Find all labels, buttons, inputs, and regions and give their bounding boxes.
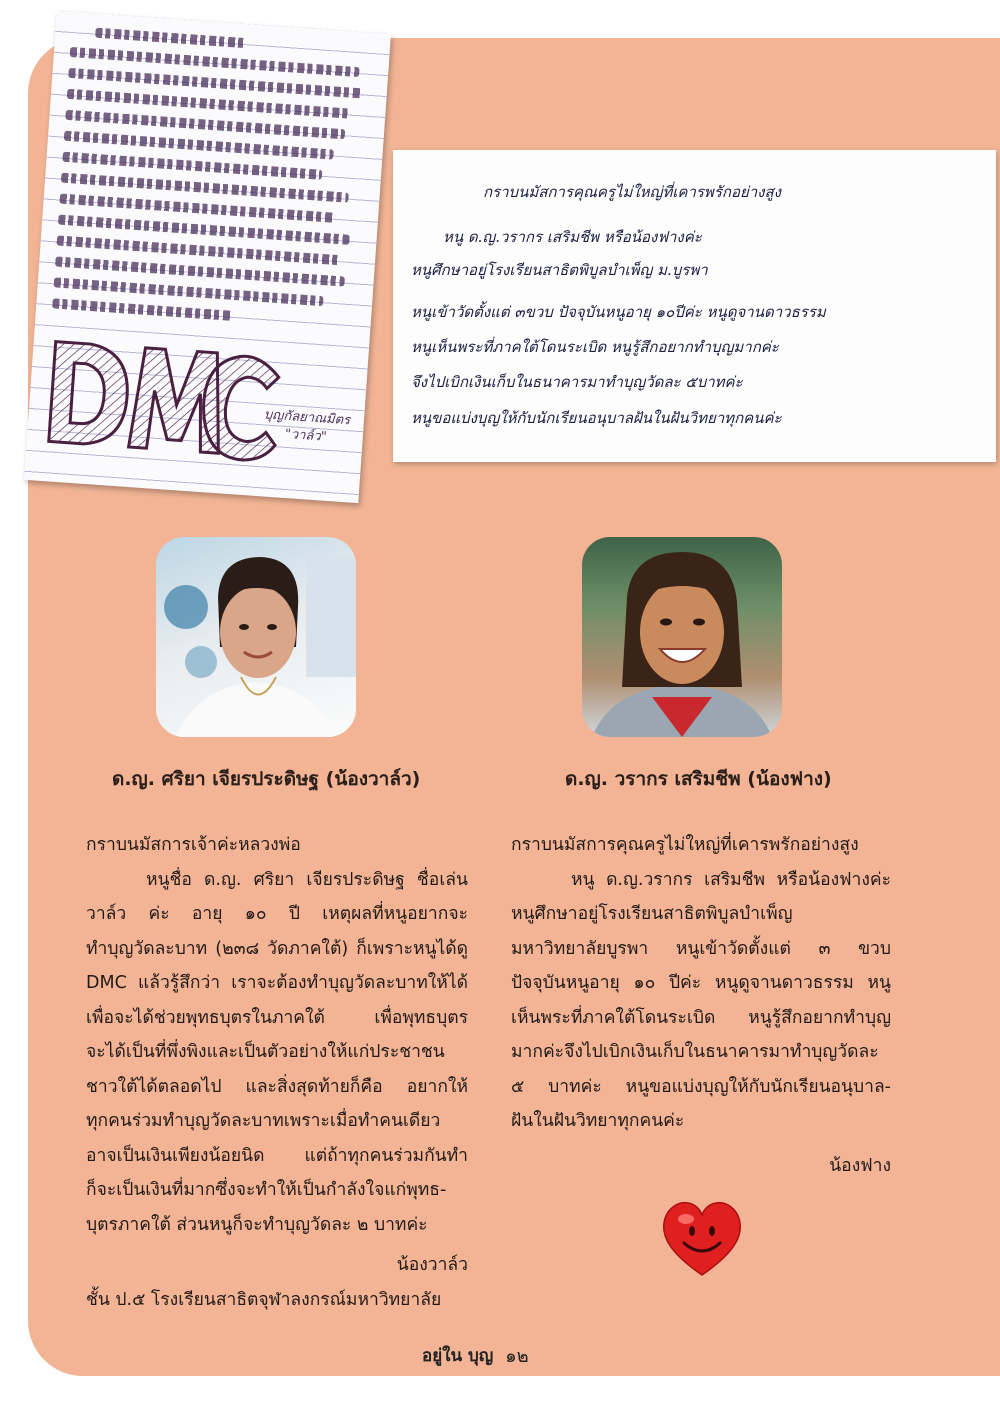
- body-line: วาล์ว ค่ะ อายุ ๑๐ ปี เหตุผลที่หนูอยากจะ: [86, 904, 468, 924]
- body-line: จะได้เป็นที่พึ่งพิงและเป็นตัวอย่างให้แก่ประชาชน: [86, 1042, 445, 1062]
- page-footer: [422, 1337, 529, 1373]
- body-line: ปัจจุบันหนูอายุ ๑๐ ปีค่ะ หนูดูจานดาวธรรม หนู: [511, 973, 891, 993]
- body-line: ชาวใต้ได้ตลอดไป และสิ่งสุดท้ายก็คือ อยากให้: [86, 1076, 468, 1097]
- handwriting-line: หนูเห็นพระที่ภาคใต้โดนระเบิด หนูรู้สึกอยากทำบุญมากค่ะ: [411, 338, 779, 356]
- caption-right: ด.ญ. วรากร เสริมชีพ (น้องฟาง): [565, 768, 832, 790]
- signature: น้องวาล์ว: [396, 1255, 468, 1275]
- body-line: เพื่อจะได้ช่วยพุทธบุตรในภาคใต้ เพื่อพุทธบุตร: [86, 1007, 468, 1028]
- handwritten-letter-right: [393, 150, 996, 462]
- body-line: ๕ บาทค่ะ หนูขอแบ่งบุญให้กับนักเรียนอนุบาล-: [511, 1076, 891, 1097]
- body-line: ฝันในฝันวิทยาทุกคนค่ะ: [511, 1111, 685, 1131]
- body-line: หนูชื่อ ด.ญ. ศริยา เจียรประดิษฐ ชื่อเล่น: [146, 869, 468, 890]
- handwritten-letter-left: [24, 11, 391, 503]
- body-line: มหาวิทยาลัยบูรพา หนูเข้าวัดตั้งแต่ ๓ ขวบ: [511, 938, 891, 959]
- photo-nong-fang: [582, 537, 782, 737]
- footer-logo: อยู่ใน บุญ: [422, 1345, 494, 1366]
- handwriting-line: หนูศึกษาอยู่โรงเรียนสาธิตพิบูลบำเพ็ญ ม.บูรพา: [411, 261, 708, 279]
- greeting: กราบนมัสการคุณครูไม่ใหญ่ที่เคารพรักอย่างสูง: [511, 835, 859, 855]
- body-line: บุตรภาคใต้ ส่วนหนูก็จะทำบุญวัดละ ๒ บาทค่ะ: [86, 1214, 428, 1235]
- body-line: มากค่ะจึงไปเบิกเงินเก็บในธนาคารมาทำบุญวัดละ: [511, 1042, 879, 1062]
- handwriting-line: จึงไปเบิกเงินเก็บในธนาคารมาทำบุญวัดละ ๕บาทค่ะ: [411, 373, 743, 391]
- dmc-drawing: [37, 311, 287, 477]
- body-line: ก็จะเป็นเงินที่มากซึ่งจะทำให้เป็นกำลังใจแก่พุทธ-: [86, 1180, 447, 1200]
- body-line: เห็นพระที่ภาคใต้โดนระเบิด หนูรู้สึกอยากทำบุญ: [511, 1007, 891, 1028]
- body-line: ทำบุญวัดละบาท (๒๓๘ วัดภาคใต้) ก็เพราะหนูได้ดู: [86, 938, 468, 959]
- handwriting-line: หนู ด.ญ.วรากร เสริมชีพ หรือน้องฟางค่ะ: [443, 228, 702, 246]
- letter-text-left: [86, 828, 468, 1317]
- handwriting-line: [95, 28, 245, 48]
- signature: น้องฟาง: [829, 1155, 891, 1176]
- caption-left: ด.ญ. ศริยา เจียรประดิษฐ (น้องวาล์ว): [112, 768, 421, 790]
- body-line: หนูศึกษาอยู่โรงเรียนสาธิตพิบูลบำเพ็ญ: [511, 904, 793, 924]
- school: ชั้น ป.๕ โรงเรียนสาธิตจุฬาลงกรณ์มหาวิทยาลัย: [86, 1289, 442, 1310]
- letter-left-signature: บุญกัลยาณมิตร "วาล์ว": [263, 407, 351, 445]
- smiley-heart-icon: [660, 1197, 744, 1281]
- handwriting-line: กราบนมัสการคุณครูไม่ใหญ่ที่เคารพรักอย่างสูง: [483, 183, 781, 201]
- photo-nong-valve: [156, 537, 356, 737]
- body-line: อาจเป็นเงินเพียงน้อยนิด แต่ถ้าทุกคนร่วมกันทำ: [86, 1145, 468, 1166]
- body-line: หนู ด.ญ.วรากร เสริมชีพ หรือน้องฟางค่ะ: [571, 869, 891, 890]
- letter-text-right: [511, 828, 891, 1183]
- body-line: ทุกคนร่วมทำบุญวัดละบาทเพราะเมื่อทำคนเดียว: [86, 1111, 441, 1131]
- page-number: ๑๒: [505, 1345, 529, 1367]
- handwriting-line: หนูเข้าวัดตั้งแต่ ๓ขวบ ปัจจุบันหนูอายุ ๑๐ปีค่ะ หนูดูจานดาวธรรม: [411, 303, 826, 321]
- greeting: กราบนมัสการเจ้าค่ะหลวงพ่อ: [86, 835, 301, 855]
- handwriting-line: หนูขอแบ่งบุญให้กับนักเรียนอนุบาลฝันในฝันวิทยาทุกคนค่ะ: [411, 409, 782, 427]
- body-line: DMC แล้วรู้สึกว่า เราจะต้องทำบุญวัดละบาทให้ได้: [86, 973, 468, 993]
